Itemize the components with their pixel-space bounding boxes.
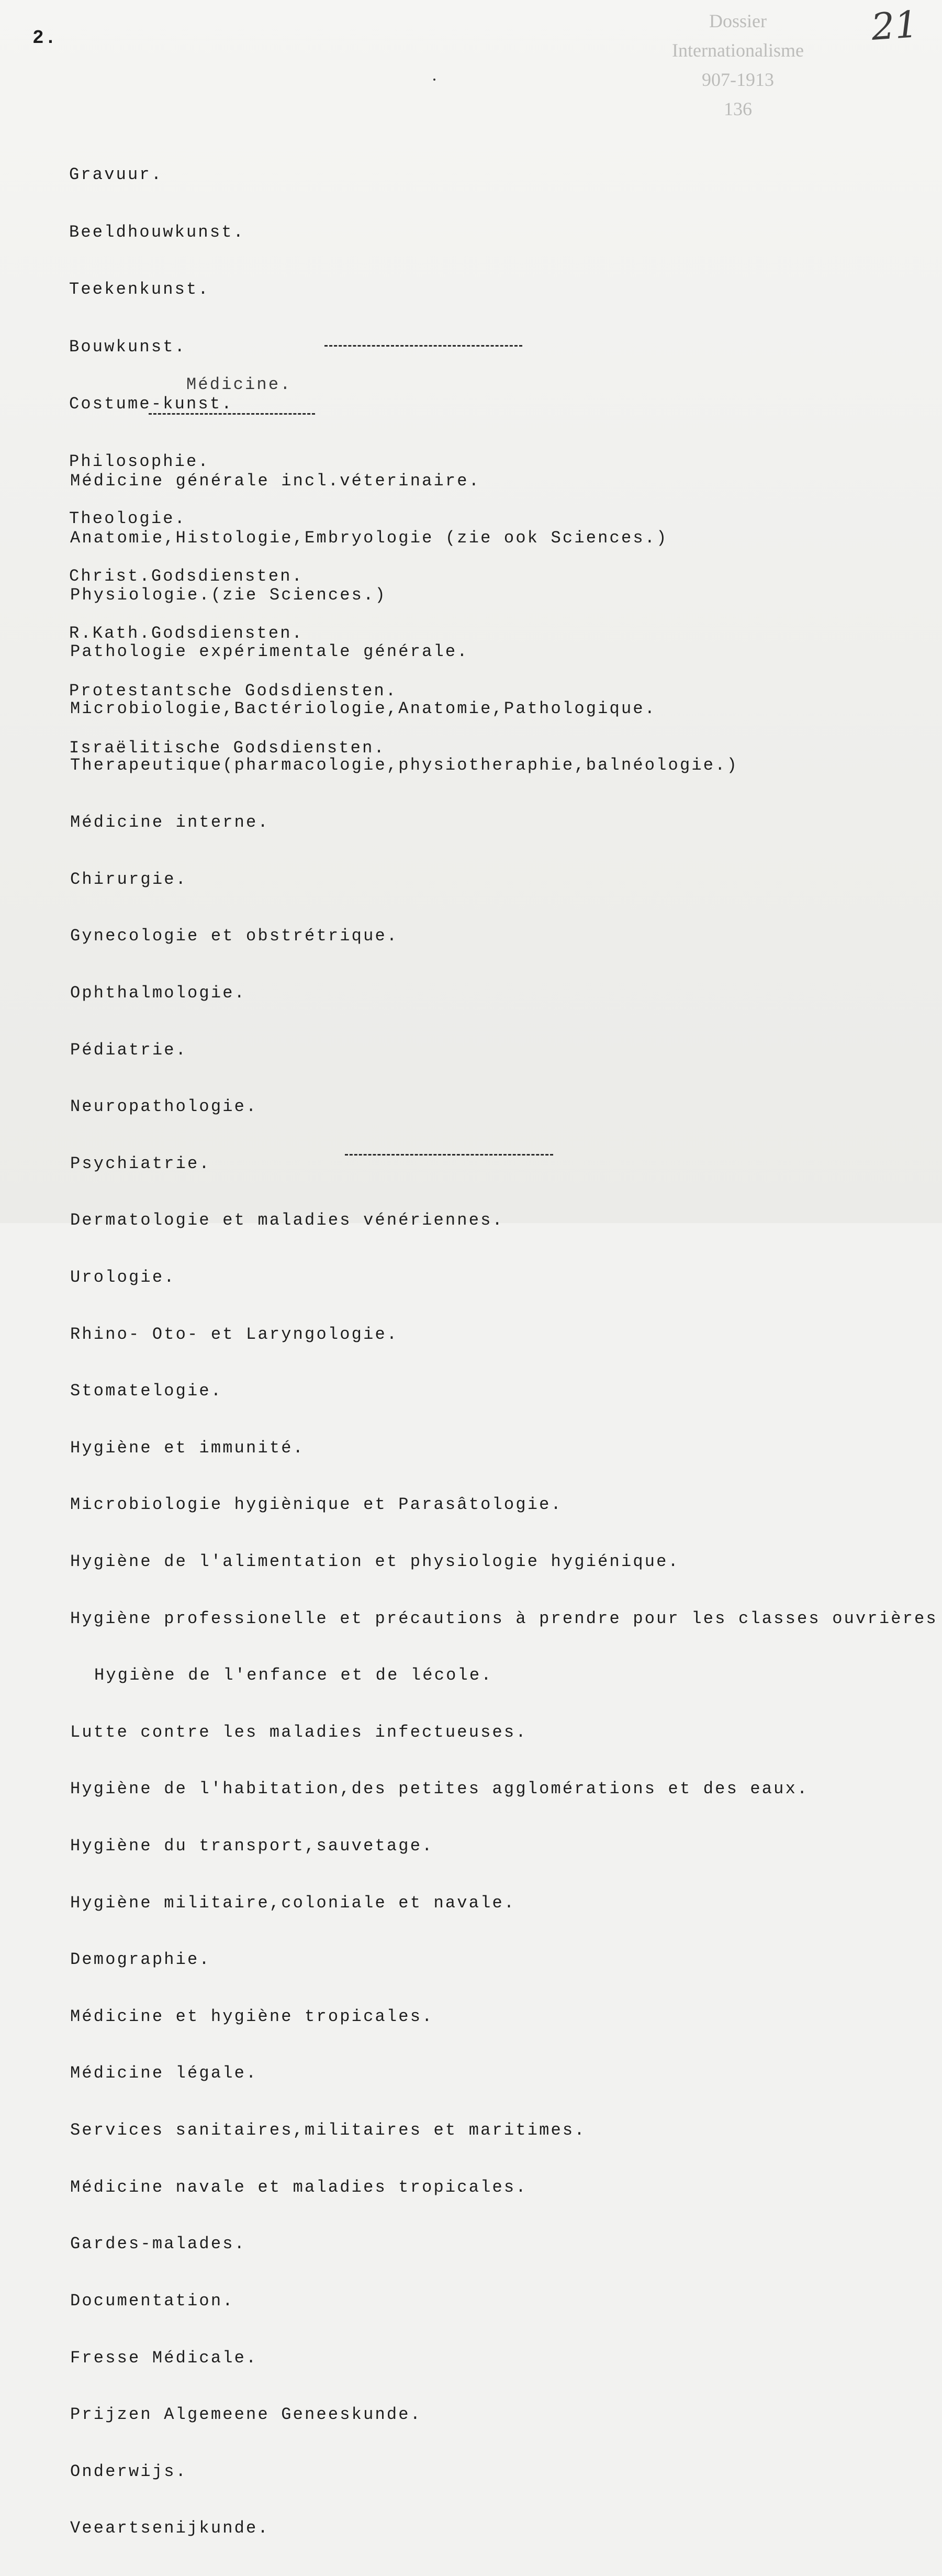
list-item: Beeldhouwkunst. — [69, 222, 245, 242]
list-item: Médicine navale et maladies tropicales. — [70, 2177, 528, 2197]
list-item: Hygiène et immunité. — [70, 1438, 305, 1458]
list-item: Psychiatrie. — [70, 1153, 211, 1173]
list-item: Microbiologie hygiènique et Parasâtologie. — [70, 1495, 563, 1515]
list-item: Veeartsenijkunde. — [70, 2518, 270, 2538]
list-item: Fresse Médicale. — [70, 2348, 258, 2368]
list-item: Gravuur. — [69, 165, 163, 184]
list-item: Gynecologie et obstrétrique. — [70, 926, 399, 946]
medicine-list — [70, 434, 938, 2576]
list-item: Teekenkunst. — [69, 280, 210, 299]
list-item: Urologie. — [70, 1267, 176, 1287]
list-item: Israëlitische Godsdiensten. — [69, 738, 386, 758]
list-item: Hygiène de l'habitation,des petites agglomérations et des eaux. — [70, 1779, 809, 1799]
stamp-line: Dossier — [709, 10, 767, 31]
list-item: Médicine légale. — [70, 2063, 258, 2083]
handwritten-folio-number: 21 — [870, 2, 919, 49]
archive-stamp — [638, 6, 837, 124]
list-item: Gardes-malades. — [70, 2234, 246, 2254]
list-item: Hygiène de l'enfance et de lécole. — [94, 1665, 493, 1685]
list-item: Hygiène de l'alimentation et physiologie hygiénique. — [70, 1551, 680, 1571]
list-item: Documentation. — [70, 2291, 234, 2311]
list-item: Bouwkunst. — [69, 337, 187, 357]
dashed-divider — [149, 413, 315, 415]
list-item: Theologie. — [69, 509, 187, 528]
list-item: Costume-kunst. — [69, 394, 233, 414]
dashed-divider — [324, 345, 522, 347]
list-item: Hygiène du transport,sauvetage. — [70, 1836, 434, 1856]
list-item: Philosophie. — [69, 451, 210, 471]
list-item: Therapeutique(pharmacologie,physiotheraphie,balnéologie.) — [70, 756, 738, 775]
list-item: Demographie. — [70, 1950, 211, 1970]
list-item: Médicine et hygiène tropicales. — [70, 2006, 434, 2026]
list-item: Onderwijs. — [70, 2461, 188, 2481]
list-item: Chirurgie. — [70, 869, 188, 889]
list-item: Pathologie expérimentale générale. — [70, 642, 469, 662]
list-item: Microbiologie,Bactériologie,Anatomie,Pathologique. — [70, 698, 657, 718]
stamp-line: 907-1913 — [702, 69, 774, 90]
stamp-line: 136 — [724, 98, 752, 119]
list-item: Neuropathologie. — [70, 1097, 258, 1117]
list-item: Dermatologie et maladies vénériennes. — [70, 1211, 504, 1230]
list-item: Anatomie,Histologie,Embryologie (zie ook Sciences.) — [70, 528, 668, 548]
list-item: R.Kath.Godsdiensten. — [69, 624, 304, 643]
stamp-line: Internationalisme — [672, 40, 804, 61]
list-item: Prijzen Algemeene Geneeskunde. — [70, 2405, 422, 2425]
dashed-divider — [345, 1154, 553, 1156]
list-item: Médicine interne. — [70, 813, 270, 832]
list-item: Lutte contre les maladies infectueuses. — [70, 1722, 528, 1742]
section-heading: Médicine. — [186, 375, 292, 394]
list-item: Christ.Godsdiensten. — [69, 566, 304, 586]
list-item: Pédiatrie. — [70, 1040, 188, 1060]
list-item: Ophthalmologie. — [70, 983, 246, 1003]
list-item: Médicine générale incl.véterinaire. — [70, 471, 481, 491]
list-item: Hygiène professionelle et précautions à prendre pour les classes ouvrières — [70, 1608, 938, 1628]
ink-dot — [433, 79, 435, 81]
list-item: Protestantsche Godsdiensten. — [69, 681, 398, 701]
list-item: Services sanitaires,militaires et maritimes. — [70, 2120, 586, 2140]
page-number: 2. — [32, 27, 58, 49]
list-item: Rhino- Oto- et Laryngologie. — [70, 1324, 399, 1344]
list-item: Stomatelogie. — [70, 1381, 223, 1401]
list-item: Physiologie.(zie Sciences.) — [70, 585, 387, 605]
list-item: Hygiène militaire,coloniale et navale. — [70, 1893, 516, 1913]
